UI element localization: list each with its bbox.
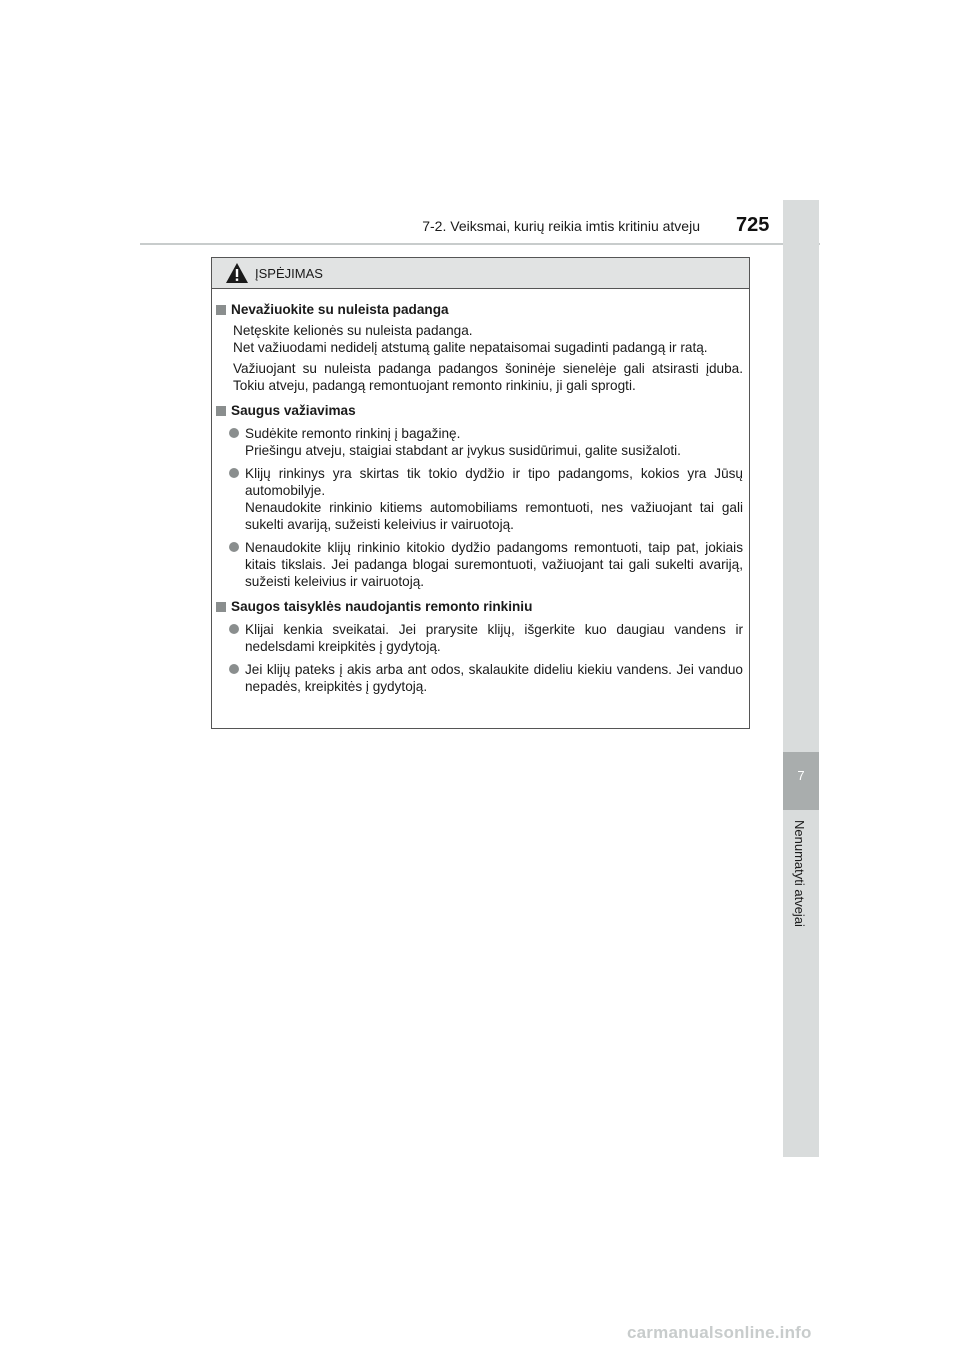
header-rule [140, 243, 820, 245]
warning-body [212, 289, 749, 695]
round-bullet-icon [229, 542, 239, 552]
bullet-text [245, 465, 743, 533]
bullet-text [245, 425, 743, 459]
bullet-line: Klijų rinkinys yra skirtas tik tokio dydžio ir tipo padangoms, kokios yra Jūsų automobilyje. [245, 466, 743, 498]
round-bullet-icon [229, 624, 239, 634]
round-bullet-icon [229, 468, 239, 478]
square-bullet-icon [216, 406, 226, 416]
watermark: carmanualsonline.info [627, 1323, 812, 1342]
chapter-number: 7 [797, 768, 805, 783]
warning-box [211, 257, 750, 729]
round-bullet-icon [229, 664, 239, 674]
section-heading [216, 402, 743, 419]
square-bullet-icon [216, 305, 226, 315]
bullet-line: Nenaudokite rinkinio kitiems automobiliams remontuoti, nes važiuojant tai gali sukelti avariją, sužeisti keleivius ir vairuotoją. [245, 500, 743, 532]
bullet-line: Priešingu atveju, staigiai stabdant ar įvykus susidūrimui, galite susižaloti. [245, 443, 681, 458]
paragraph-line: Važiuojant su nuleista padanga padangos šoninėje sienelėje gali atsirasti įduba. Tokiu atveju, padangą remontuojant remonto rinkiniu, ji gali sprogti. [233, 361, 743, 393]
section-heading-text: Saugus važiavimas [231, 403, 356, 418]
warning-label: ĮSPĖJIMAS [255, 265, 323, 281]
bullet-item [229, 621, 743, 655]
bullet-line: Klijai kenkia sveikatai. Jei prarysite klijų, išgerkite kuo daugiau vandens ir nedelsdami kreipkitės į gydytoją. [245, 622, 743, 654]
bullet-text [245, 539, 743, 590]
bullet-line: Sudėkite remonto rinkinį į bagažinę. [245, 426, 461, 441]
chapter-side-tab [783, 200, 819, 1157]
paragraph [233, 322, 743, 356]
section-heading-text: Saugos taisyklės naudojantis remonto rinkiniu [231, 599, 533, 614]
warning-header [212, 258, 749, 289]
page-number: 725 [736, 214, 770, 236]
square-bullet-icon [216, 602, 226, 612]
bullet-text [245, 661, 743, 695]
paragraph-line: Net važiuodami nedidelį atstumą galite nepataisomai sugadinti padangą ir ratą. [233, 340, 708, 355]
bullet-text [245, 621, 743, 655]
bullet-item [229, 539, 743, 590]
section-heading [216, 301, 743, 318]
paragraph-line: Netęskite kelionės su nuleista padanga. [233, 323, 473, 338]
chapter-title: Nenumatyti atvejai [792, 820, 807, 927]
bullet-item [229, 465, 743, 533]
bullet-line: Nenaudokite klijų rinkinio kitokio dydžio padangoms remontuoti, taip pat, jokiais kitais tikslais. Jei padanga blogai suremontuoti, važiuojant tai gali sukelti avariją, sužeisti keleivius ir vairuotoją. [245, 540, 743, 589]
section-heading-text: Nevažiuokite su nuleista padanga [231, 302, 449, 317]
warning-triangle-icon [225, 262, 249, 284]
round-bullet-icon [229, 428, 239, 438]
section-heading [216, 598, 743, 615]
bullet-line: Jei klijų pateks į akis arba ant odos, skalaukite dideliu kiekiu vandens. Jei vanduo nepadės, kreipkitės į gydytoją. [245, 662, 743, 694]
section-title: 7-2. Veiksmai, kurių reikia imtis kritiniu atveju [422, 218, 700, 234]
bullet-item [229, 425, 743, 459]
paragraph [233, 360, 743, 394]
bullet-item [229, 661, 743, 695]
